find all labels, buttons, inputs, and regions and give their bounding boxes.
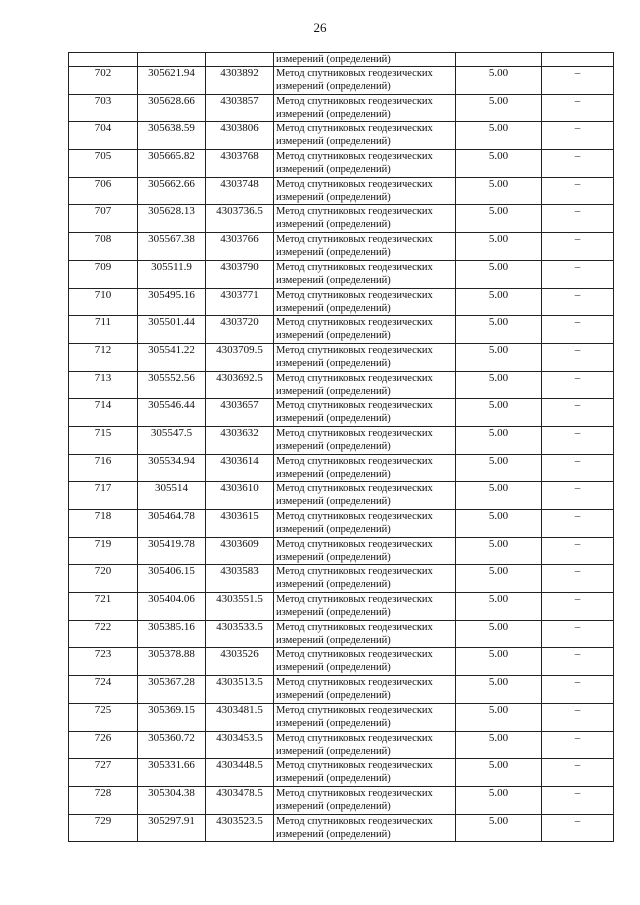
cell-number: 704 [69, 122, 138, 150]
cell-x: 305378.88 [138, 648, 206, 676]
table-row [69, 454, 614, 482]
cell-number: 712 [69, 343, 138, 371]
cell-number: 717 [69, 482, 138, 510]
cell-y: 4303632 [206, 426, 274, 454]
cell-y: 4303513.5 [206, 676, 274, 704]
table-row [69, 343, 614, 371]
cell-number: 728 [69, 786, 138, 814]
cell-x: 305628.66 [138, 94, 206, 122]
cell-method: Метод спутниковых геодезических измерений (определений) [274, 316, 456, 344]
cell-x: 305546.44 [138, 399, 206, 427]
table-row [69, 94, 614, 122]
cell-note: – [542, 150, 614, 178]
cell-note: – [542, 731, 614, 759]
cell-x: 305404.06 [138, 593, 206, 621]
cell-accuracy: 5.00 [456, 786, 542, 814]
cell-y: 4303709.5 [206, 343, 274, 371]
cell-accuracy: 5.00 [456, 537, 542, 565]
cell-number: 702 [69, 67, 138, 95]
cell-y: 4303533.5 [206, 620, 274, 648]
cell-note: – [542, 94, 614, 122]
table-row [69, 122, 614, 150]
cell-method: Метод спутниковых геодезических измерений (определений) [274, 288, 456, 316]
cell-note: – [542, 343, 614, 371]
continuation-row [69, 53, 614, 67]
cell-accuracy: 5.00 [456, 343, 542, 371]
cell-note: – [542, 814, 614, 842]
cell-accuracy: 5.00 [456, 67, 542, 95]
cell-accuracy: 5.00 [456, 731, 542, 759]
cell-method: Метод спутниковых геодезических измерений (определений) [274, 343, 456, 371]
cell-number: 714 [69, 399, 138, 427]
cell-number: 705 [69, 150, 138, 178]
cell-accuracy: 5.00 [456, 620, 542, 648]
table-row [69, 399, 614, 427]
cell-method: Метод спутниковых геодезических измерений (определений) [274, 786, 456, 814]
cell-y: 4303806 [206, 122, 274, 150]
coordinates-table [68, 52, 614, 842]
cell-method: Метод спутниковых геодезических измерений (определений) [274, 731, 456, 759]
cell-x: 305406.15 [138, 565, 206, 593]
cell-note: – [542, 426, 614, 454]
cell-y: 4303720 [206, 316, 274, 344]
cell-y: 4303609 [206, 537, 274, 565]
cell-method: Метод спутниковых геодезических измерений (определений) [274, 565, 456, 593]
cell-method: Метод спутниковых геодезических измерений (определений) [274, 122, 456, 150]
cell-y: 4303766 [206, 233, 274, 261]
cell-note [542, 53, 614, 67]
cell-accuracy: 5.00 [456, 454, 542, 482]
cell-x: 305628.13 [138, 205, 206, 233]
cell-y: 4303748 [206, 177, 274, 205]
cell-method: Метод спутниковых геодезических измерений (определений) [274, 759, 456, 787]
cell-method: Метод спутниковых геодезических измерений (определений) [274, 399, 456, 427]
cell-x: 305514 [138, 482, 206, 510]
cell-note: – [542, 260, 614, 288]
cell-x: 305665.82 [138, 150, 206, 178]
cell-x: 305567.38 [138, 233, 206, 261]
table-row [69, 177, 614, 205]
cell-y: 4303771 [206, 288, 274, 316]
cell-x: 305638.59 [138, 122, 206, 150]
cell-number: 707 [69, 205, 138, 233]
cell-x: 305534.94 [138, 454, 206, 482]
cell-number: 715 [69, 426, 138, 454]
cell-method: Метод спутниковых геодезических измерений (определений) [274, 454, 456, 482]
cell-y: 4303610 [206, 482, 274, 510]
cell-number: 725 [69, 703, 138, 731]
cell-number: 727 [69, 759, 138, 787]
cell-accuracy: 5.00 [456, 94, 542, 122]
cell-note: – [542, 593, 614, 621]
cell-method: Метод спутниковых геодезических измерений (определений) [274, 260, 456, 288]
page-number: 26 [313, 20, 327, 35]
cell-method: Метод спутниковых геодезических измерений (определений) [274, 676, 456, 704]
cell-method: Метод спутниковых геодезических измерений (определений) [274, 233, 456, 261]
cell-y: 4303523.5 [206, 814, 274, 842]
cell-note: – [542, 316, 614, 344]
cell-accuracy: 5.00 [456, 371, 542, 399]
cell-note: – [542, 786, 614, 814]
cell-number: 711 [69, 316, 138, 344]
cell-note: – [542, 122, 614, 150]
cell-number: 722 [69, 620, 138, 648]
table-row [69, 759, 614, 787]
cell-method: Метод спутниковых геодезических измерений (определений) [274, 537, 456, 565]
table-row [69, 260, 614, 288]
table-row [69, 205, 614, 233]
cell-accuracy: 5.00 [456, 482, 542, 510]
cell-note: – [542, 177, 614, 205]
cell-note: – [542, 565, 614, 593]
cell-y: 4303453.5 [206, 731, 274, 759]
cell-number: 724 [69, 676, 138, 704]
cell-method: Метод спутниковых геодезических измерений (определений) [274, 94, 456, 122]
cell-method: Метод спутниковых геодезических измерений (определений) [274, 67, 456, 95]
cell-accuracy: 5.00 [456, 426, 542, 454]
cell-y: 4303526 [206, 648, 274, 676]
cell-accuracy: 5.00 [456, 122, 542, 150]
cell-x: 305511.9 [138, 260, 206, 288]
table-body [69, 53, 614, 842]
table-row [69, 648, 614, 676]
cell-x: 305547.5 [138, 426, 206, 454]
cell-method: Метод спутниковых геодезических измерений (определений) [274, 371, 456, 399]
cell-y: 4303857 [206, 94, 274, 122]
cell-x: 305495.16 [138, 288, 206, 316]
cell-number: 718 [69, 510, 138, 538]
table-row [69, 703, 614, 731]
cell-note: – [542, 510, 614, 538]
cell-y [206, 53, 274, 67]
table-row [69, 731, 614, 759]
cell-accuracy [456, 53, 542, 67]
cell-x: 305369.15 [138, 703, 206, 731]
cell-number: 703 [69, 94, 138, 122]
cell-number: 721 [69, 593, 138, 621]
cell-x [138, 53, 206, 67]
cell-number: 713 [69, 371, 138, 399]
cell-accuracy: 5.00 [456, 288, 542, 316]
cell-method: Метод спутниковых геодезических измерений (определений) [274, 814, 456, 842]
cell-note: – [542, 205, 614, 233]
cell-note: – [542, 537, 614, 565]
cell-accuracy: 5.00 [456, 565, 542, 593]
cell-method: Метод спутниковых геодезических измерений (определений) [274, 510, 456, 538]
cell-method: Метод спутниковых геодезических измерений (определений) [274, 703, 456, 731]
cell-number: 723 [69, 648, 138, 676]
cell-accuracy: 5.00 [456, 177, 542, 205]
table-row [69, 537, 614, 565]
cell-x: 305501.44 [138, 316, 206, 344]
cell-y: 4303790 [206, 260, 274, 288]
cell-y: 4303481.5 [206, 703, 274, 731]
cell-x: 305360.72 [138, 731, 206, 759]
cell-method: Метод спутниковых геодезических измерений (определений) [274, 177, 456, 205]
table-row [69, 786, 614, 814]
cell-method: Метод спутниковых геодезических измерений (определений) [274, 150, 456, 178]
cell-method: измерений (определений) [274, 53, 456, 67]
table-row [69, 482, 614, 510]
cell-accuracy: 5.00 [456, 205, 542, 233]
cell-accuracy: 5.00 [456, 399, 542, 427]
cell-note: – [542, 620, 614, 648]
cell-note: – [542, 399, 614, 427]
cell-x: 305464.78 [138, 510, 206, 538]
cell-accuracy: 5.00 [456, 703, 542, 731]
cell-note: – [542, 454, 614, 482]
cell-accuracy: 5.00 [456, 676, 542, 704]
cell-x: 305385.16 [138, 620, 206, 648]
cell-number: 716 [69, 454, 138, 482]
cell-x: 305552.56 [138, 371, 206, 399]
cell-method: Метод спутниковых геодезических измерений (определений) [274, 648, 456, 676]
cell-x: 305304.38 [138, 786, 206, 814]
cell-y: 4303478.5 [206, 786, 274, 814]
cell-accuracy: 5.00 [456, 759, 542, 787]
cell-y: 4303657 [206, 399, 274, 427]
cell-note: – [542, 703, 614, 731]
cell-note: – [542, 288, 614, 316]
cell-y: 4303692.5 [206, 371, 274, 399]
cell-number: 708 [69, 233, 138, 261]
cell-x: 305331.66 [138, 759, 206, 787]
table-row [69, 620, 614, 648]
cell-method: Метод спутниковых геодезических измерений (определений) [274, 620, 456, 648]
cell-number: 726 [69, 731, 138, 759]
table-row [69, 426, 614, 454]
cell-method: Метод спутниковых геодезических измерений (определений) [274, 482, 456, 510]
cell-accuracy: 5.00 [456, 233, 542, 261]
cell-number [69, 53, 138, 67]
cell-number: 720 [69, 565, 138, 593]
cell-accuracy: 5.00 [456, 150, 542, 178]
table-row [69, 316, 614, 344]
cell-y: 4303614 [206, 454, 274, 482]
cell-number: 706 [69, 177, 138, 205]
cell-accuracy: 5.00 [456, 260, 542, 288]
table-row [69, 67, 614, 95]
cell-y: 4303615 [206, 510, 274, 538]
cell-note: – [542, 233, 614, 261]
cell-accuracy: 5.00 [456, 593, 542, 621]
cell-y: 4303892 [206, 67, 274, 95]
table-row [69, 814, 614, 842]
cell-note: – [542, 67, 614, 95]
cell-number: 719 [69, 537, 138, 565]
table-row [69, 676, 614, 704]
cell-y: 4303551.5 [206, 593, 274, 621]
cell-accuracy: 5.00 [456, 510, 542, 538]
cell-x: 305419.78 [138, 537, 206, 565]
cell-accuracy: 5.00 [456, 814, 542, 842]
cell-method: Метод спутниковых геодезических измерений (определений) [274, 426, 456, 454]
cell-method: Метод спутниковых геодезических измерений (определений) [274, 205, 456, 233]
cell-accuracy: 5.00 [456, 648, 542, 676]
table-row [69, 233, 614, 261]
cell-number: 709 [69, 260, 138, 288]
cell-note: – [542, 759, 614, 787]
cell-x: 305621.94 [138, 67, 206, 95]
cell-y: 4303583 [206, 565, 274, 593]
cell-note: – [542, 676, 614, 704]
cell-y: 4303736.5 [206, 205, 274, 233]
cell-note: – [542, 371, 614, 399]
table-row [69, 288, 614, 316]
cell-number: 710 [69, 288, 138, 316]
cell-accuracy: 5.00 [456, 316, 542, 344]
cell-y: 4303768 [206, 150, 274, 178]
table-row [69, 565, 614, 593]
cell-method: Метод спутниковых геодезических измерений (определений) [274, 593, 456, 621]
table-row [69, 150, 614, 178]
cell-x: 305367.28 [138, 676, 206, 704]
cell-number: 729 [69, 814, 138, 842]
cell-x: 305541.22 [138, 343, 206, 371]
cell-note: – [542, 648, 614, 676]
table-row [69, 510, 614, 538]
cell-y: 4303448.5 [206, 759, 274, 787]
table-row [69, 371, 614, 399]
cell-note: – [542, 482, 614, 510]
cell-x: 305662.66 [138, 177, 206, 205]
table-row [69, 593, 614, 621]
cell-x: 305297.91 [138, 814, 206, 842]
